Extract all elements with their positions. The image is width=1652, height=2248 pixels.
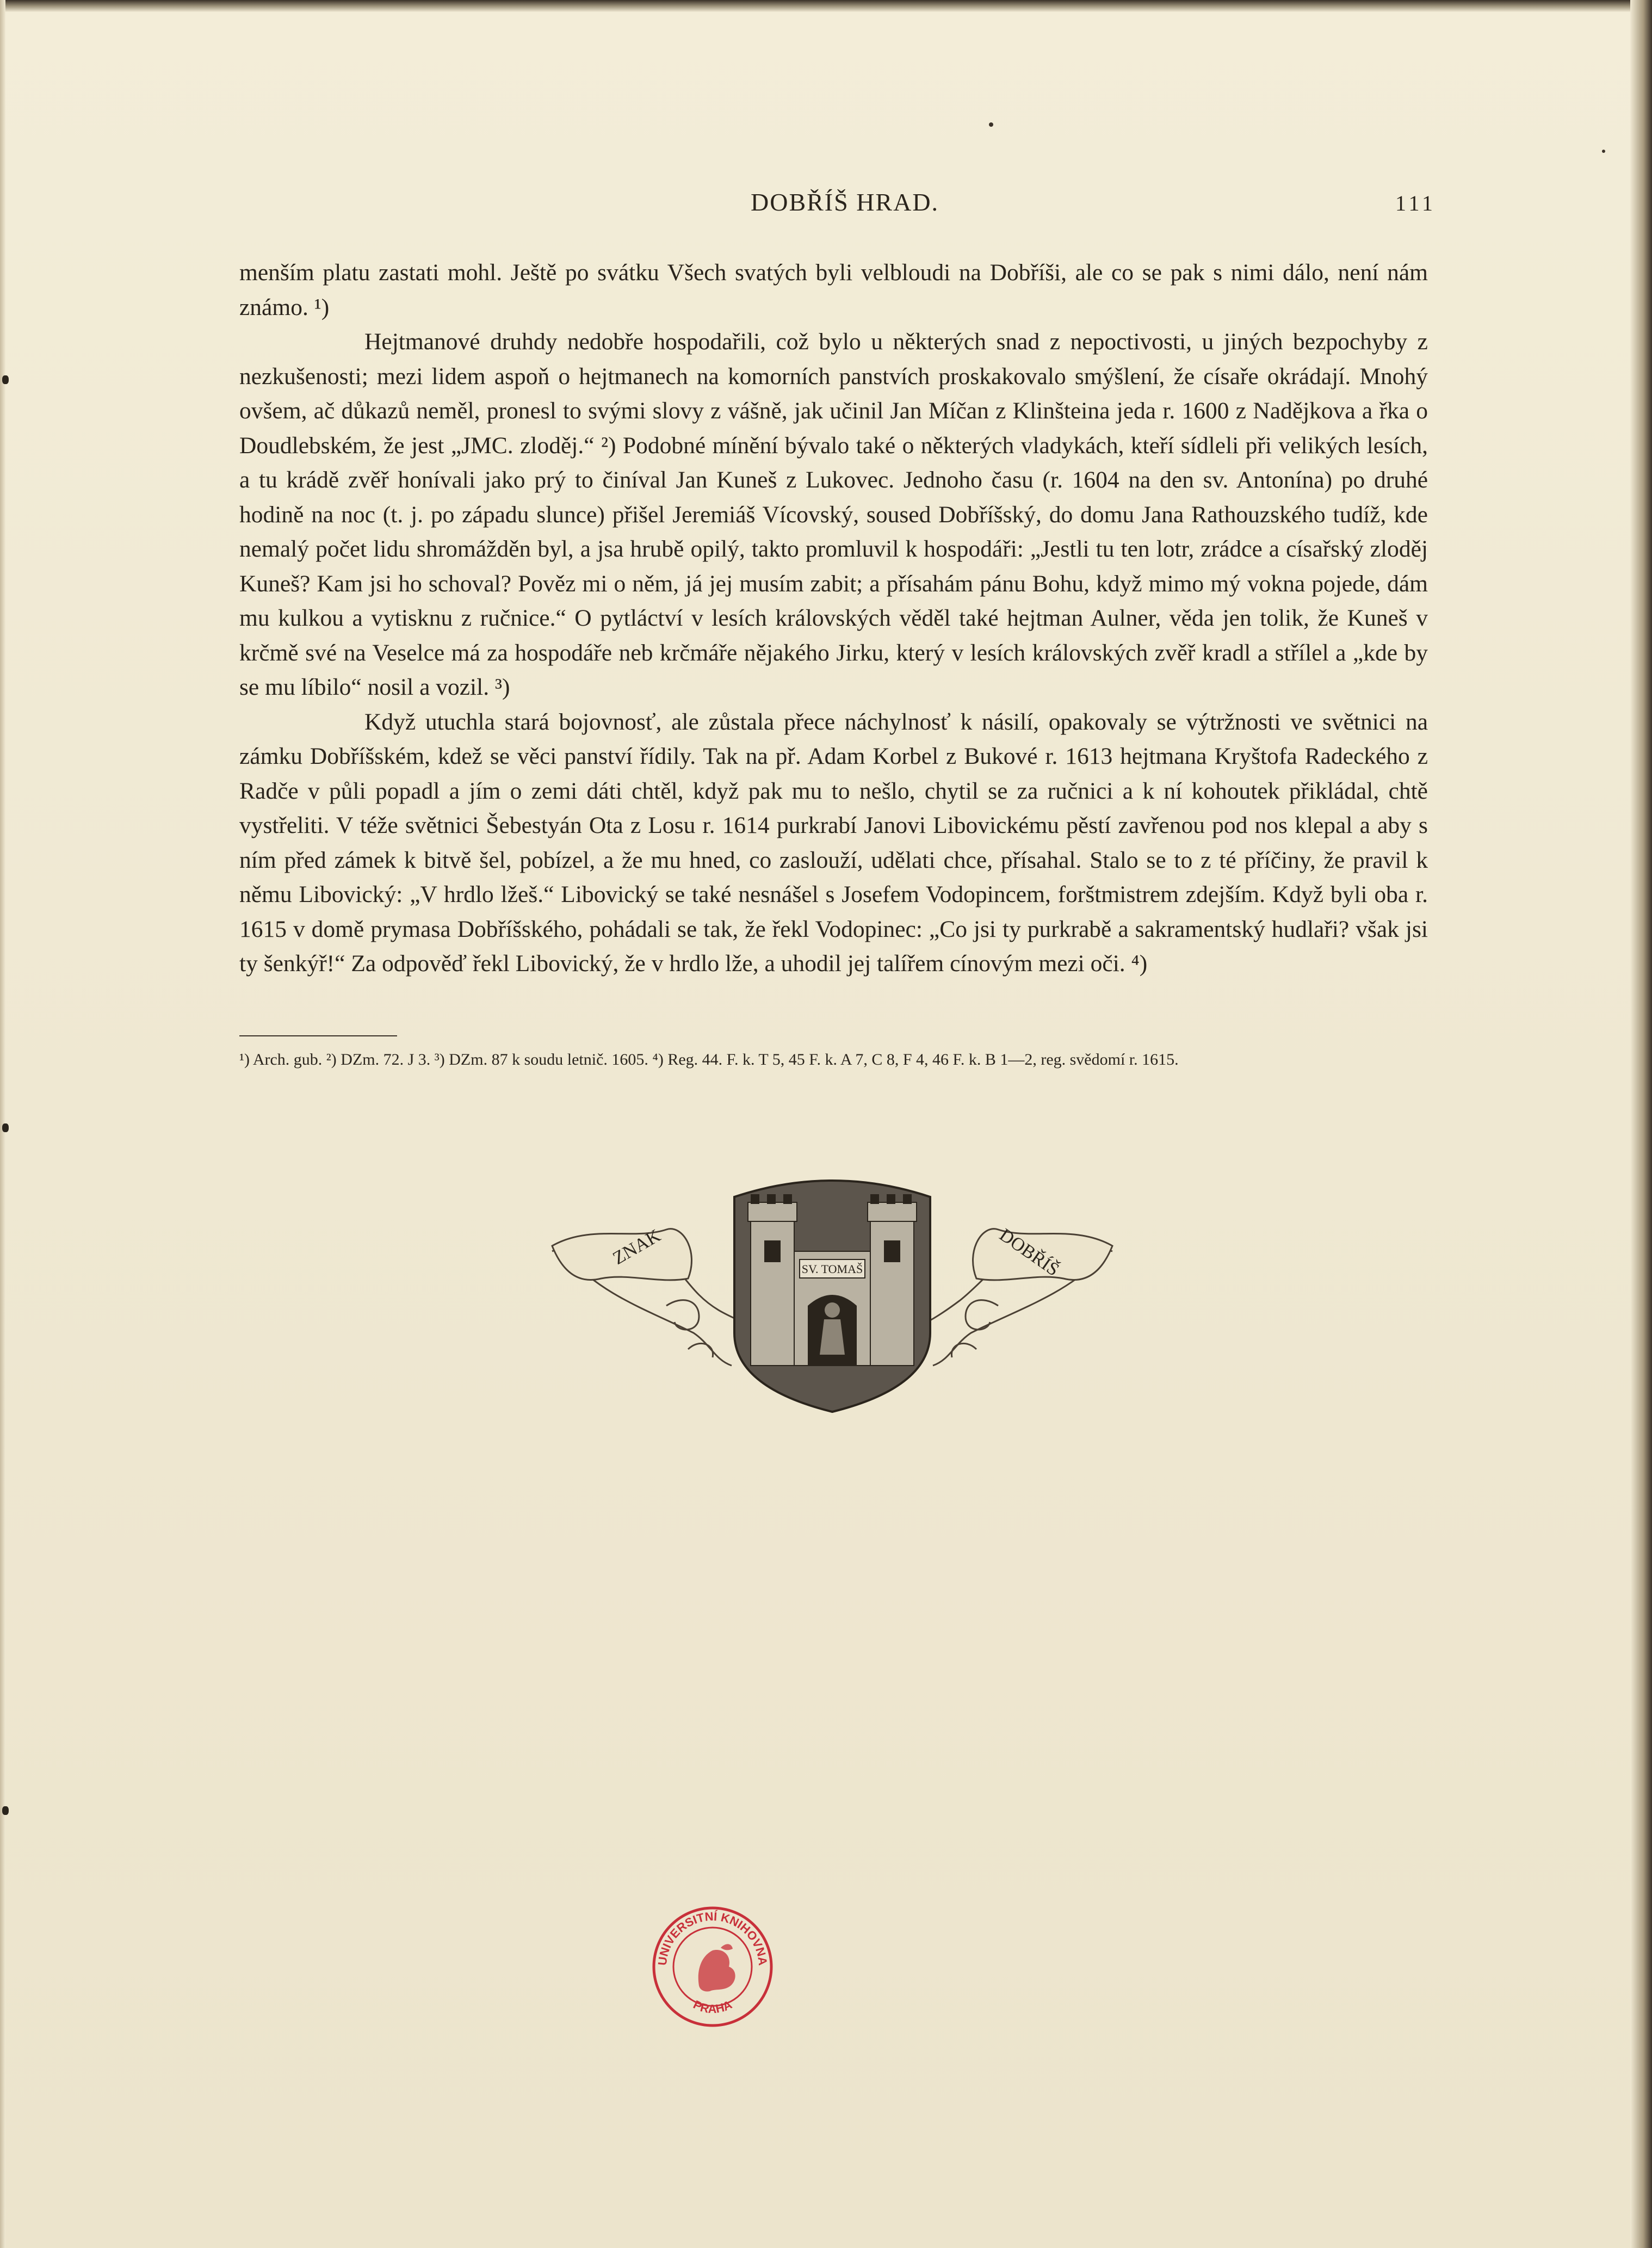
- paragraph: Když utuchla stará bojovnosť, ale zůstala přece náchylnosť k násilí, opakovaly se výtržnosti ve světnici na zámku Dobříšském, kdež se věci panství řídily. Tak na př. Adam Korbel z Bukové r. 1613 hejtmana Kryštofa Radeckého z Radče v půli popadl a jím o zemi dáti chtěl, když pak mu to nešlo, chytil se za ručnici a k ní kohoutek přikládal, chtě vystřeliti. V téže světnici Šebestyán Ota z Losu r. 1614 purkrabí Janovi Libovickému pěstí zavřenou pod nos klepal a aby s ním před zámek k bitvě šel, pobízel, a že mu hned, co zaslouží, udělati chce, přísahal. Stalo se to z té příčiny, že pravil k němu Libovický: „V hrdlo lžeš.“ Libovický se také nesnášel s Josefem Vodopincem, forštmistrem zdejším. Když byli oba r. 1615 v domě prymasa Dobříšského, pohádali se tak, že řekl Vodopinec: „Co jsi ty purkrabě a sakramentský hudlaři? však jsi ty šenkýř!“ Za odpověď řekl Libovický, že v hrdlo lže, a uhodil jej talířem cínovým mezi oči. ⁴): [239, 708, 1428, 977]
- library-stamp: [650, 1904, 775, 2029]
- svg-text:PRAHA: [691, 1998, 734, 2016]
- paragraph: Hejtmanové druhdy nedobře hospodařili, což bylo u některých snad z nepoctivosti, u jiných bezpochyby z nezkušenosti; mezi lidem aspoň o hejtmanech na komorních panstvích proskakovalo smýšlení, že císaře okrádají. Mnohý ovšem, ač důkazů neměl, pronesl to svými slovy z vášně, jak učinil Jan Míčan z Klinšteina jeda r. 1600 z Nadějkova a řka o Doudlebském, že jest „JMC. zloděj.“ ²) Podobné mínění bývalo také o některých vladykách, kteří sídleli při velikých lesích, a tu krádě zvěř honívali jako prý to činíval Jan Kuneš z Lukovec. Jednoho času (r. 1604 na den sv. Antonína) po druhé hodině na noc (t. j. po západu slunce) přišel Jeremiáš Vícovský, soused Dobříšský, do domu Jana Rathouzského tudíž, kde nemalý počet lidu shromážděn byl, a jsa hrubě opilý, takto promluvil k hospodáři: „Jestli tu ten lotr, zrádce a císařský zloděj Kuneš? Kam jsi ho schoval? Pověz mi o něm, já jej musím zabit; a přísahám pánu Bohu, když mimo mý vokna pojede, dám mu kulkou a vytisknu z ručnice.“ O pytláctví v lesích královských věděl také hejtman Aulner, věda jen tolik, že Kuneš v krčmě své na Veselce má za hospodáře neb krčmáře nějakého Jirku, který v lesích královských zvěř kradl a střílel a „kde by se mu líbilo“ nosil a vozil. ³): [239, 329, 1428, 700]
- speck: [1602, 150, 1605, 153]
- stamp-lion-emblem: [698, 1944, 735, 1991]
- gate-inscription: SV. TOMAŠ: [801, 1262, 863, 1276]
- margin-mark: [2, 1123, 9, 1132]
- margin-mark: [2, 375, 9, 384]
- stamp-text-top: UNIVERSITNÍ KNIHOVNA: [655, 1909, 770, 1966]
- footnote-rule: [239, 1035, 397, 1036]
- banner-left-label: ZNAK: [609, 1225, 664, 1269]
- page-top-shadow: [0, 0, 1652, 12]
- paragraph: menším platu zastati mohl. Ještě po svátku Všech svatých byli velbloudi na Dobříši, ale co se pak s nimi dálo, není nám známo. ¹): [239, 260, 1428, 320]
- stamp-text-bottom: PRAHA: [691, 1997, 734, 2016]
- speck: [989, 122, 993, 127]
- running-head: DOBŘÍŠ HRAD.: [751, 188, 939, 216]
- body-text: [239, 256, 1428, 981]
- banner-right-label: DOBŘÍŠ: [995, 1225, 1063, 1281]
- footnotes: ¹) Arch. gub. ²) DZm. 72. J 3. ³) DZm. 87 k soudu letnič. 1605. ⁴) Reg. 44. F. k. T 5, 45 F. k. A 7, C 8, F 4, 46 F. k. B 1—2, reg. svědomí r. 1615.: [239, 1051, 1179, 1069]
- page-number: 111: [1395, 191, 1437, 215]
- margin-mark: [2, 1806, 9, 1815]
- coat-of-arms-emblem: [536, 1170, 1129, 1415]
- page-right-shadow: [1630, 0, 1652, 2248]
